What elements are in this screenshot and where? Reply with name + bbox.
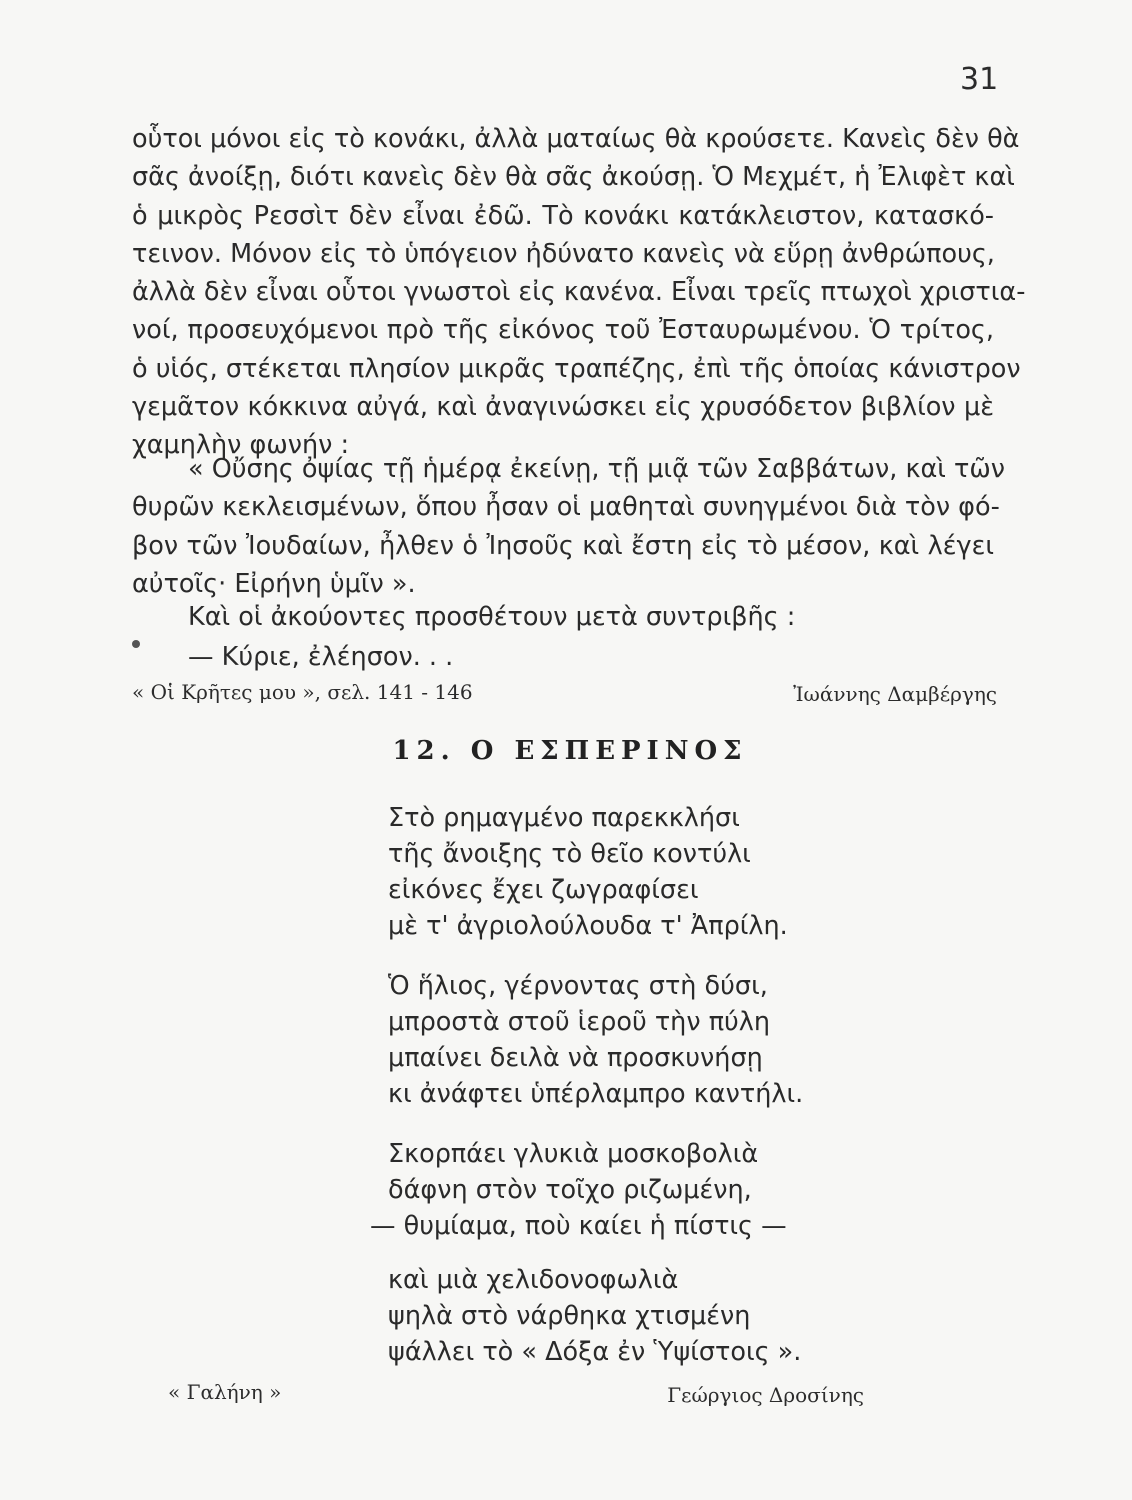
poem-author: Γεώργιος Δροσίνης: [667, 1383, 864, 1407]
prose-line: γεμᾶτον κόκκινα αὐγά, καὶ ἀναγινώσκει εἰς χρυσόδετον βιβλίον μὲ: [132, 392, 994, 423]
poem-line: — θυμίαμα, ποὺ καίει ἡ πίστις —: [370, 1211, 787, 1241]
prose-source: « Οἱ Κρῆτες μου », σελ. 141 - 146: [132, 680, 473, 704]
poem-line: εἰκόνες ἔχει ζωγραφίσει: [388, 875, 699, 905]
poem-line: τῆς ἄνοιξης τὸ θεῖο κοντύλι: [388, 839, 751, 869]
prose-line: ὁ μικρὸς Ρεσσὶτ δὲν εἶναι ἐδῶ. Τὸ κονάκι κατάκλειστον, κατασκό-: [132, 200, 994, 231]
poem-stanza: [388, 1262, 848, 1370]
poem-line: μπαίνει δειλὰ νὰ προσκυνήσῃ: [388, 1043, 763, 1073]
prose-author: Ἰωάννης Δαμβέργης: [793, 682, 997, 706]
poem-line: μὲ τ' ἀγριολούλουδα τ' Ἀπρίλη.: [388, 911, 788, 941]
quote-line: αὐτοῖς· Εἰρήνη ὑμῖν ».: [132, 568, 416, 599]
poem-stanza: [388, 800, 848, 944]
quote-line: θυρῶν κεκλεισμένων, ὅπου ἦσαν οἱ μαθηταὶ συνηγμένοι διὰ τὸν φό-: [132, 492, 1000, 523]
prose-line: σᾶς ἀνοίξῃ, διότι κανεὶς δὲν θὰ σᾶς ἀκούσῃ. Ὁ Μεχμέτ, ἡ Ἐλιφὲτ καὶ: [132, 162, 1015, 193]
poem-line: μπροστὰ στοῦ ἱεροῦ τὴν πύλη: [388, 1007, 771, 1037]
poem-stanza: [370, 1136, 848, 1244]
gospel-quote: [132, 450, 1005, 603]
quote-line: « Οὔσης ὀψίας τῇ ἡμέρᾳ ἐκείνῃ, τῇ μιᾷ τῶν Σαββάτων, καὶ τῶν: [188, 454, 1005, 484]
poem-stanza: [388, 968, 848, 1112]
poem-line: ψάλλει τὸ « Δόξα ἐν Ὑψίστοις ».: [388, 1337, 802, 1367]
prose-line: οὗτοι μόνοι εἰς τὸ κονάκι, ἀλλὰ ματαίως θὰ κρούσετε. Κανεὶς δὲν θὰ: [132, 124, 1020, 154]
page-number: 31: [960, 62, 999, 97]
poem-line: Ὁ ἥλιος, γέρνοντας στὴ δύσι,: [388, 971, 768, 1001]
poem-line: δάφνη στὸν τοῖχο ριζωμένη,: [388, 1175, 752, 1205]
quote-line: βον τῶν Ἰουδαίων, ἦλθεν ὁ Ἰησοῦς καὶ ἔστη εἰς τὸ μέσον, καὶ λέγει: [132, 530, 994, 561]
prose-line: ὁ υἱός, στέκεται πλησίον μικρᾶς τραπέζης, ἐπὶ τῆς ὁποίας κάνιστρον: [132, 353, 1021, 384]
prose-line: τεινον. Μόνον εἰς τὸ ὑπόγειον ἠδύνατο κανεὶς νὰ εὕρῃ ἀνθρώπους,: [132, 238, 995, 269]
poem-source: « Γαλήνη »: [168, 1380, 282, 1404]
poem-line: κι ἀνάφτει ὑπέρλαμπρο καντήλι.: [388, 1079, 804, 1109]
poem-line: Σκορπάει γλυκιὰ μοσκοβολιὰ: [388, 1139, 759, 1169]
prose-line: ἀλλὰ δὲν εἶναι οὗτοι γνωστοὶ εἰς κανένα. Εἶναι τρεῖς πτωχοὶ χριστια-: [132, 277, 1026, 308]
prose-paragraph: [132, 120, 1026, 465]
poem-line: Στὸ ρημαγμένο παρεκκλήσι: [388, 803, 740, 833]
closing-lines: [188, 597, 994, 677]
prose-line: χαμηλὴν φωνήν :: [132, 430, 350, 461]
poem-line: ψηλὰ στὸ νάρθηκα χτισμένη: [388, 1301, 751, 1331]
closing-line: Καὶ οἱ ἀκούοντες προσθέτουν μετὰ συντριβῆς :: [188, 602, 796, 632]
poem-line: καὶ μιὰ χελιδονοφωλιὰ: [388, 1265, 679, 1295]
closing-exclamation: — Κύριε, ἐλέησον. . .: [188, 642, 454, 672]
margin-dot-mark: [132, 640, 140, 648]
prose-line: νοί, προσευχόμενοι πρὸ τῆς εἰκόνος τοῦ Ἐσταυρωμένου. Ὁ τρίτος,: [132, 315, 994, 346]
section-title: 12. Ο ΕΣΠΕΡΙΝΟΣ: [392, 736, 748, 766]
